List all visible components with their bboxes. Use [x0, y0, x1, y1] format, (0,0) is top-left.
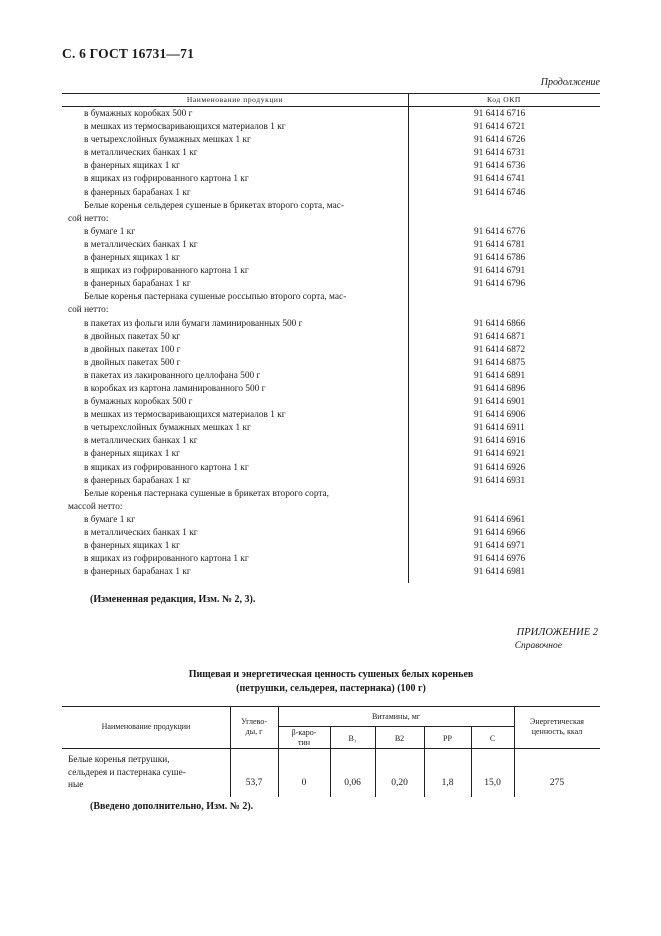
- table-row: [62, 108, 600, 121]
- nutrition-col-carbs: [230, 717, 278, 737]
- table-row: [62, 422, 600, 435]
- product-code: 91 6414 6871: [474, 331, 526, 342]
- table-row: [62, 160, 600, 173]
- table-row: [62, 357, 600, 370]
- value-b2: 0,20: [391, 778, 408, 788]
- nutrition-col-beta: [278, 728, 330, 748]
- table-row: [62, 383, 600, 396]
- product-code: 91 6414 6966: [474, 528, 526, 538]
- table-row: [62, 331, 600, 344]
- carbs-header-line2: ды, г: [245, 727, 263, 736]
- product-code: 91 6414 6891: [474, 370, 526, 381]
- appendix-sublabel: Справочное: [514, 641, 562, 651]
- product-name: в ящиках из гофрированного картона 1 кг: [84, 554, 249, 565]
- page-header: С. 6 ГОСТ 16731—71: [62, 46, 195, 61]
- product-name: в фанерных ящиках 1 кг: [84, 253, 180, 264]
- product-code: 91 6414 6976: [474, 554, 526, 565]
- product-code: 91 6414 6786: [474, 253, 526, 264]
- table-row: [62, 514, 600, 527]
- table-row: [62, 409, 600, 422]
- product-name: в пакетах из фольги или бумаги ламинированных 500 г: [84, 318, 303, 329]
- nutrition-col-c: C: [489, 734, 496, 743]
- product-name: в мешках из термосваривающихся материалов 1 кг: [84, 122, 286, 133]
- table-row: [62, 265, 600, 278]
- product-code: 91 6414 6776: [474, 226, 526, 237]
- product-code: 91 6414 6901: [474, 397, 526, 408]
- product-code: 91 6414 6896: [474, 383, 526, 394]
- product-name: в ящиках из гофрированного картона 1 кг: [84, 462, 249, 473]
- table-row: [62, 173, 600, 186]
- product-code: 91 6414 6906: [474, 410, 526, 421]
- product-name: в бумажных коробках 500 г: [84, 397, 193, 408]
- product-code: 91 6414 6746: [474, 187, 526, 198]
- product-name: Белые коренья пастернака сушеные россыпью второго сорта, мас-: [84, 292, 347, 303]
- product-code: 91 6414 6726: [474, 135, 526, 146]
- table-row: [62, 213, 600, 226]
- product-code: 91 6414 6971: [474, 541, 526, 552]
- nutrition-col-name: Наименование продукции: [101, 722, 191, 731]
- product-name: сой нетто:: [68, 213, 109, 224]
- nutrition-col-energy: [514, 717, 600, 737]
- nutrition-title-line-1: Пищевая и энергетическая ценность сушеных белых кореньев: [188, 669, 474, 680]
- table-row: [62, 501, 600, 514]
- product-name: в фанерных ящиках 1 кг: [84, 449, 180, 460]
- product-name: в фанерных барабанах 1 кг: [84, 567, 191, 578]
- table-row: [62, 488, 600, 501]
- table-row: [62, 344, 600, 357]
- continuation-label: Продолжение: [540, 77, 600, 88]
- product-code-table-header: [62, 93, 600, 107]
- table-row: [62, 448, 600, 461]
- product-name: в металлических банках 1 кг: [84, 148, 198, 159]
- value-energy: 275: [549, 778, 565, 788]
- product-code: 91 6414 6736: [474, 161, 526, 172]
- table-row: [62, 566, 600, 579]
- table-rule: [278, 726, 514, 727]
- table-row: [62, 318, 600, 331]
- product-code: 91 6414 6916: [474, 436, 526, 447]
- product-code: 91 6414 6921: [474, 449, 526, 460]
- table-row: [62, 200, 600, 213]
- value-beta: 0: [301, 778, 307, 788]
- table-row: [62, 291, 600, 304]
- product-code: 91 6414 6721: [474, 122, 526, 133]
- product-name: в мешках из термосваривающихся материалов 1 кг: [84, 410, 286, 421]
- product-name: в четырехслойных бумажных мешках 1 кг: [84, 423, 251, 434]
- product-code: 91 6414 6741: [474, 174, 526, 185]
- product-name: в двойных пакетах 100 г: [84, 344, 181, 355]
- product-code: 91 6414 6911: [474, 423, 525, 434]
- table-row: [62, 134, 600, 147]
- product-name: Белые коренья сельдерея сушеные в брикетах второго сорта, мас-: [84, 200, 344, 211]
- table-row: [62, 226, 600, 239]
- product-code: 91 6414 6791: [474, 266, 526, 277]
- carbs-header-line1: Углево-: [241, 717, 267, 726]
- product-code: 91 6414 6872: [474, 344, 526, 355]
- row-name-line1: Белые коренья петрушки,: [68, 755, 170, 765]
- product-name: в пакетах из лакированного целлофана 500 г: [84, 370, 261, 381]
- nutrition-table: [62, 706, 600, 797]
- beta-header-line1: β-каро-: [291, 728, 317, 737]
- table-row: [62, 147, 600, 160]
- product-name: в двойных пакетах 50 кг: [84, 331, 181, 342]
- energy-header-line2: ценность, ккал: [531, 727, 583, 736]
- row-name-line2: сельдерея и пастернака суше-: [68, 767, 186, 778]
- product-name: в металлических банках 1 кг: [84, 436, 198, 447]
- table-row: [62, 396, 600, 409]
- table-row: [62, 370, 600, 383]
- product-code: 91 6414 6875: [474, 357, 526, 368]
- product-name: Белые коренья пастернака сушеные в брикетах второго сорта,: [84, 488, 329, 499]
- column-header-code: Код ОКП: [487, 95, 521, 104]
- product-code: 91 6414 6716: [474, 109, 526, 119]
- product-name: сой нетто:: [68, 305, 109, 316]
- product-name: в бумаге 1 кг: [84, 226, 136, 237]
- product-name: в бумажных коробках 500 г: [84, 109, 193, 119]
- table-row: [62, 527, 600, 540]
- nutrition-title-line-2: (петрушки, сельдерея, пастернака) (100 г): [236, 683, 426, 694]
- product-code: 91 6414 6731: [474, 148, 526, 159]
- value-pp: 1,8: [441, 778, 454, 788]
- appendix-label: ПРИЛОЖЕНИЕ 2: [516, 627, 598, 638]
- product-name: в фанерных барабанах 1 кг: [84, 475, 191, 486]
- table-row: [62, 121, 600, 134]
- product-name: в ящиках из гофрированного картона 1 кг: [84, 174, 249, 185]
- product-name: в фанерных ящиках 1 кг: [84, 541, 180, 552]
- product-name: в металлических банках 1 кг: [84, 239, 198, 250]
- product-code: 91 6414 6926: [474, 462, 526, 473]
- product-name: в двойных пакетах 500 г: [84, 357, 181, 368]
- product-name: в бумаге 1 кг: [84, 514, 136, 525]
- product-name: в ящиках из гофрированного картона 1 кг: [84, 266, 249, 277]
- product-code: 91 6414 6866: [474, 318, 526, 329]
- column-header-name: Наименование продукции: [186, 95, 284, 104]
- beta-header-line2: тин: [297, 738, 311, 747]
- table-rule: [62, 706, 600, 707]
- product-name: в фанерных барабанах 1 кг: [84, 187, 191, 198]
- product-code: 91 6414 6931: [474, 475, 526, 486]
- table-row: [62, 475, 600, 488]
- amendment-note: (Измененная редакция, Изм. № 2, 3).: [90, 594, 256, 605]
- product-code: 91 6414 6796: [474, 279, 526, 290]
- product-name: в металлических банках 1 кг: [84, 528, 198, 538]
- product-name: в четырехслойных бумажных мешках 1 кг: [84, 135, 251, 146]
- product-name: в фанерных барабанах 1 кг: [84, 279, 191, 290]
- table-row: [62, 553, 600, 566]
- table-row: [62, 304, 600, 317]
- table-row: [62, 252, 600, 265]
- nutrition-table-title: [62, 668, 600, 696]
- table-row: [62, 435, 600, 448]
- nutrition-col-vitamins: Витамины, мг: [371, 712, 421, 721]
- product-code: 91 6414 6981: [474, 567, 526, 578]
- table-rule: [62, 748, 600, 749]
- table-row: [62, 540, 600, 553]
- value-b1: 0,06: [344, 778, 361, 788]
- table-row: [62, 278, 600, 291]
- product-code: 91 6414 6781: [474, 239, 526, 250]
- row-name-line3: ные: [68, 780, 84, 790]
- nutrition-col-b1: B₁: [348, 734, 357, 743]
- table-row: [62, 462, 600, 475]
- energy-header-line1: Энергетическая: [530, 717, 584, 726]
- nutrition-col-pp: PP: [443, 734, 452, 743]
- product-code: 91 6414 6961: [474, 514, 526, 525]
- value-c: 15,0: [484, 778, 501, 788]
- addition-note: (Введено дополнительно, Изм. № 2).: [90, 801, 254, 812]
- value-carbs: 53,7: [245, 778, 263, 788]
- product-name: массой нетто:: [68, 501, 123, 512]
- table-row: [62, 239, 600, 252]
- nutrition-row-name: [68, 754, 228, 792]
- nutrition-col-b2: B2: [394, 734, 405, 743]
- product-name: в коробках из картона ламинированного 500 г: [84, 383, 266, 394]
- product-code-table-body: [62, 108, 600, 579]
- table-row: [62, 187, 600, 200]
- product-name: в фанерных ящиках 1 кг: [84, 161, 180, 172]
